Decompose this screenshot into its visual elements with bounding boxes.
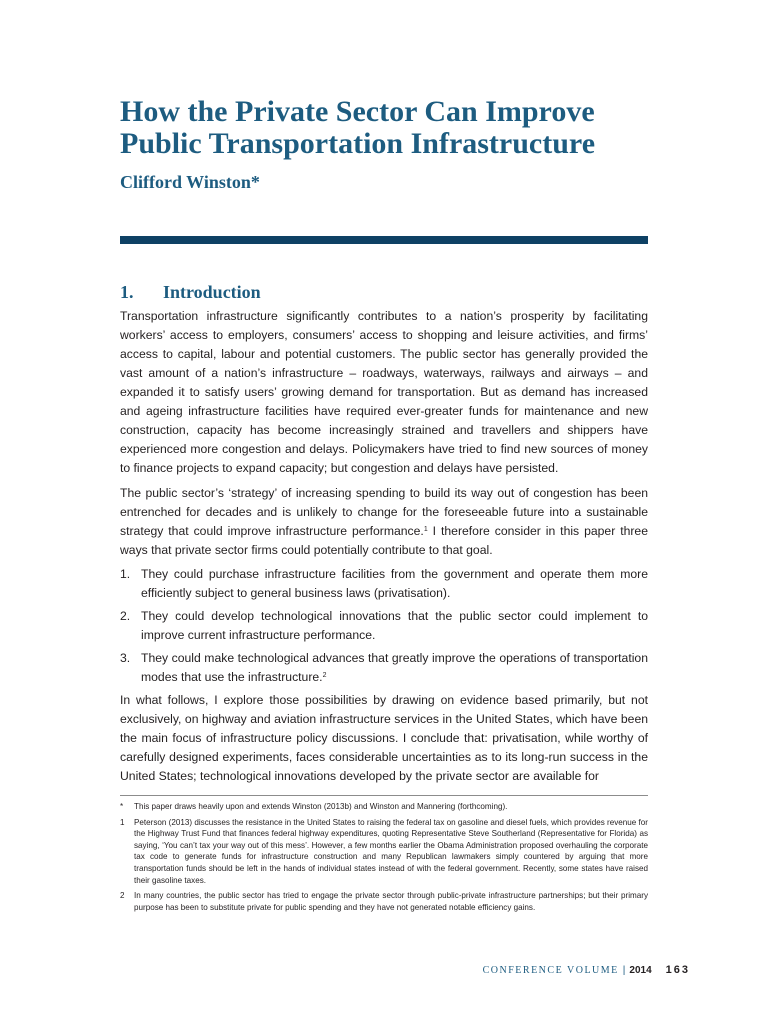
paragraph-2 bbox=[120, 484, 648, 560]
footnote-ref-1[interactable]: 1 bbox=[423, 526, 428, 533]
footnote bbox=[120, 817, 648, 887]
list-item bbox=[120, 649, 648, 687]
title-line-1: How the Private Sector Can Improve bbox=[120, 95, 595, 128]
footnote-divider bbox=[120, 795, 648, 796]
author-name: Clifford Winston* bbox=[120, 172, 260, 192]
title-divider bbox=[120, 236, 648, 244]
footnote bbox=[120, 801, 648, 813]
footnote-text: This paper draws heavily upon and extends Winston (2013b) and Winston and Mannering (forthcoming). bbox=[134, 802, 508, 811]
footnote bbox=[120, 890, 648, 913]
list-item-text: They could make technological advances that greatly improve the operations of transportation modes that use the infrastructure. bbox=[141, 651, 648, 684]
section-heading bbox=[120, 281, 261, 303]
footnote-ref-2[interactable]: 2 bbox=[322, 672, 327, 679]
title-line-2: Public Transportation Infrastructure bbox=[120, 127, 596, 160]
numbered-list bbox=[120, 565, 648, 691]
section-number: 1. bbox=[120, 282, 134, 302]
list-item bbox=[120, 607, 648, 645]
footnote-text: In many countries, the public sector has tried to engage the private sector through public-private infrastructure partnerships; but their primary purpose has been to substitute private for public spending and they have not generated notable efficiency gains. bbox=[134, 891, 648, 912]
publication-year: 2014 bbox=[629, 965, 652, 976]
list-item-text: They could purchase infrastructure facilities from the government and operate them more efficiently subject to general business laws (privatisation). bbox=[141, 567, 648, 600]
section-title: Introduction bbox=[163, 282, 261, 302]
paragraph-1: Transportation infrastructure significantly contributes to a nation’s prosperity by facilitating workers’ access to employers, consumers’ access to shopping and leisure activities, and firms’ access to capital, labour and potential customers. The public sector has generally provided the vast amount of a nation’s infrastructure – roadways, waterways, railways and airways – and expanded it to satisfy users’ growing demand for transportation. But as demand has increased and ageing infrastructure facilities have required ever-greater funds for maintenance and new construction, capacity has become increasingly strained and travellers and shippers have experienced more congestion and delays. Policymakers have tried to find new sources of money to finance projects to expand capacity; but congestion and delays have persisted. bbox=[120, 309, 648, 475]
list-item bbox=[120, 565, 648, 603]
list-item-number: 3. bbox=[120, 651, 131, 665]
paragraph-2-text-b: I therefore consider in this paper three ways that private sector firms could potentially contribute to that goal. bbox=[120, 524, 648, 557]
list-item-number: 2. bbox=[120, 609, 131, 623]
paragraph-3: In what follows, I explore those possibilities by drawing on evidence based primarily, but not exclusively, on highway and aviation infrastructure services in the United States, which have been the main focus of infrastructure policy discussions. I conclude that: privatisation, while worthy of carefully designed experiments, faces considerable uncertainties as to its long-run success in the United States; technological innovations developed by the private sector are available for bbox=[120, 693, 648, 783]
publication-name: CONFERENCE VOLUME bbox=[482, 965, 619, 976]
list-item-number: 1. bbox=[120, 567, 131, 581]
page-number: 163 bbox=[665, 964, 690, 976]
footnote-mark: 2 bbox=[120, 891, 125, 901]
footnotes bbox=[120, 801, 648, 917]
footnote-text: Peterson (2013) discusses the resistance in the United States to raising the federal tax on gasoline and diesel fuels, which provides revenue for the Highway Trust Fund that finances federal highway expenditures, quoting Representative Steve Southerland (Representative for Florida) as saying, ‘You can’t tax your way out of this mess’. However, a few months earlier the Obama Administration proposed overhauling the corporate tax code to generate funds for infrastructure construction and many Republican lawmakers simply countered by arguing that more transportation funds should be left in the hands of individual states instead of with the federal government. Recently, some states have raised their gasoline taxes. bbox=[134, 817, 648, 885]
paper-title bbox=[120, 96, 680, 160]
paragraph-2-text-a: The public sector’s ‘strategy’ of increasing spending to build its way out of congestion has been entrenched for decades and is unlikely to change for the foreseeable future into a sustainable strategy that could improve infrastructure performance. bbox=[120, 486, 648, 538]
footnote-mark: * bbox=[120, 802, 124, 811]
footer-separator: | bbox=[622, 965, 626, 976]
list-item-text: They could develop technological innovations that the public sector could implement to improve current infrastructure performance. bbox=[141, 609, 648, 642]
page-footer bbox=[483, 963, 690, 978]
footnote-mark: 1 bbox=[120, 817, 125, 827]
